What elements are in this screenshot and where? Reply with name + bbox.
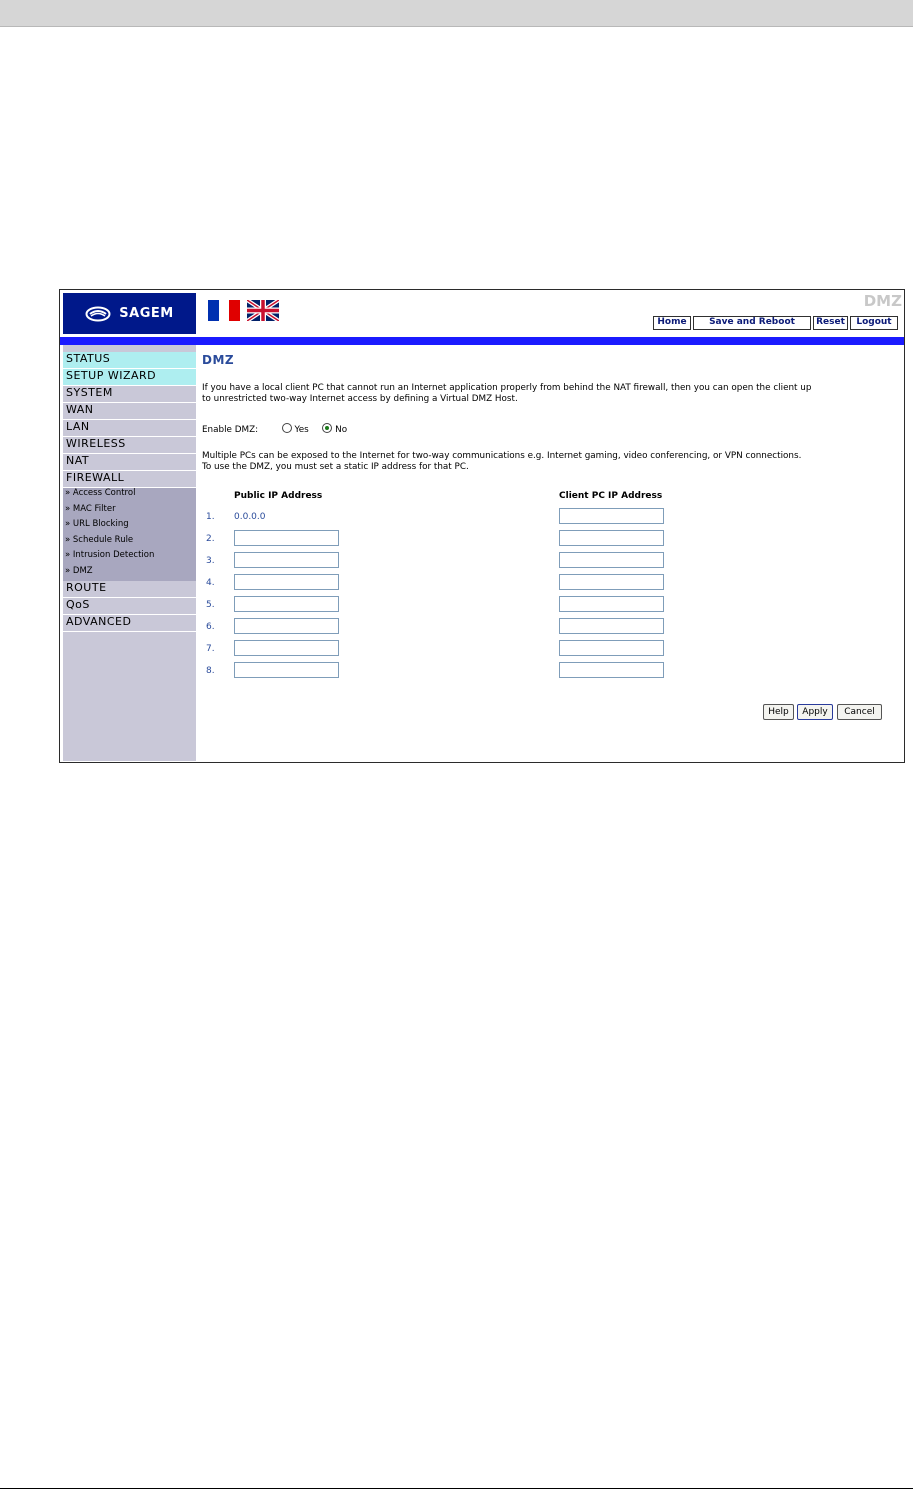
sidebar-item-firewall[interactable]: FIREWALL [63, 471, 196, 488]
sidebar-subitem-schedule-rule[interactable]: » Schedule Rule [63, 535, 196, 551]
public-ip-input-5[interactable] [234, 596, 339, 612]
public-ip-input-8[interactable] [234, 662, 339, 678]
intro-text-line-2: to unrestricted two-way Internet access by defining a Virtual DMZ Host. [202, 394, 518, 404]
enable-dmz-no-label: No [335, 425, 348, 435]
sidebar-item-wireless[interactable]: WIRELESS [63, 437, 196, 454]
page-footer-rule [0, 1488, 913, 1489]
public-ip-input-2[interactable] [234, 530, 339, 546]
sidebar-subitem-access-control[interactable]: » Access Control [63, 488, 196, 504]
sidebar-item-route[interactable]: ROUTE [63, 581, 196, 598]
sidebar [63, 345, 196, 761]
row-number: 3. [206, 556, 215, 566]
row-number: 1. [206, 512, 215, 522]
row-number: 5. [206, 600, 215, 610]
client-ip-input-7[interactable] [559, 640, 664, 656]
page-title: DMZ [202, 353, 235, 367]
row-number: 6. [206, 622, 215, 632]
sidebar-subitem-intrusion-detection[interactable]: » Intrusion Detection [63, 550, 196, 566]
enable-dmz-no-radio[interactable] [322, 423, 332, 433]
logout-button[interactable]: Logout [850, 316, 898, 330]
top-nav [653, 316, 900, 330]
public-ip-static-value: 0.0.0.0 [234, 512, 266, 522]
french-flag-icon[interactable] [208, 300, 240, 321]
help-button[interactable]: Help [763, 704, 794, 720]
sidebar-item-setup-wizard[interactable]: SETUP WIZARD [63, 369, 196, 386]
sidebar-item-nat[interactable]: NAT [63, 454, 196, 471]
sidebar-subitem-url-blocking[interactable]: » URL Blocking [63, 519, 196, 535]
row-number: 7. [206, 644, 215, 654]
row-number: 4. [206, 578, 215, 588]
sidebar-item-lan[interactable]: LAN [63, 420, 196, 437]
sidebar-item-system[interactable]: SYSTEM [63, 386, 196, 403]
uk-flag-icon[interactable] [247, 300, 279, 321]
client-ip-input-3[interactable] [559, 552, 664, 568]
intro-text-line-1: If you have a local client PC that cannot run an Internet application properly from behind the NAT firewall, then you can open the client up [202, 383, 812, 393]
reset-button[interactable]: Reset [813, 316, 848, 330]
public-ip-input-7[interactable] [234, 640, 339, 656]
sagem-logo-icon [85, 306, 111, 322]
row-number: 2. [206, 534, 215, 544]
sidebar-item-advanced[interactable]: ADVANCED [63, 615, 196, 632]
sidebar-subitem-mac-filter[interactable]: » MAC Filter [63, 504, 196, 520]
multiple-pcs-text-line-1: Multiple PCs can be exposed to the Internet for two-way communications e.g. Internet gaming, video conferencing, or VPN connections. [202, 451, 802, 461]
cancel-button[interactable]: Cancel [837, 704, 882, 720]
client-ip-input-2[interactable] [559, 530, 664, 546]
sagem-logo [63, 293, 196, 334]
public-ip-input-6[interactable] [234, 618, 339, 634]
save-and-reboot-button[interactable]: Save and Reboot [693, 316, 811, 330]
client-ip-input-1[interactable] [559, 508, 664, 524]
page-label: DMZ [863, 292, 902, 310]
sidebar-subitem-dmz[interactable]: » DMZ [63, 566, 196, 582]
header-divider [60, 337, 904, 345]
logo-text: SAGEM [119, 306, 174, 321]
router-ui-screenshot [59, 289, 905, 763]
enable-dmz-label: Enable DMZ: [202, 425, 259, 435]
public-ip-input-3[interactable] [234, 552, 339, 568]
home-button[interactable]: Home [653, 316, 691, 330]
client-ip-input-5[interactable] [559, 596, 664, 612]
sidebar-item-status[interactable]: STATUS [63, 352, 196, 369]
client-ip-input-6[interactable] [559, 618, 664, 634]
client-ip-input-8[interactable] [559, 662, 664, 678]
client-pc-ip-column-header: Client PC IP Address [559, 491, 663, 501]
enable-dmz-row [202, 423, 347, 436]
page-header-bar [0, 0, 913, 27]
public-ip-column-header: Public IP Address [234, 491, 323, 501]
enable-dmz-yes-label: Yes [294, 425, 309, 435]
sidebar-item-wan[interactable]: WAN [63, 403, 196, 420]
apply-button[interactable]: Apply [797, 704, 833, 720]
client-ip-input-4[interactable] [559, 574, 664, 590]
enable-dmz-yes-radio[interactable] [282, 423, 292, 433]
public-ip-input-4[interactable] [234, 574, 339, 590]
sidebar-item-qos[interactable]: QoS [63, 598, 196, 615]
row-number: 8. [206, 666, 215, 676]
multiple-pcs-text-line-2: To use the DMZ, you must set a static IP address for that PC. [202, 462, 469, 472]
